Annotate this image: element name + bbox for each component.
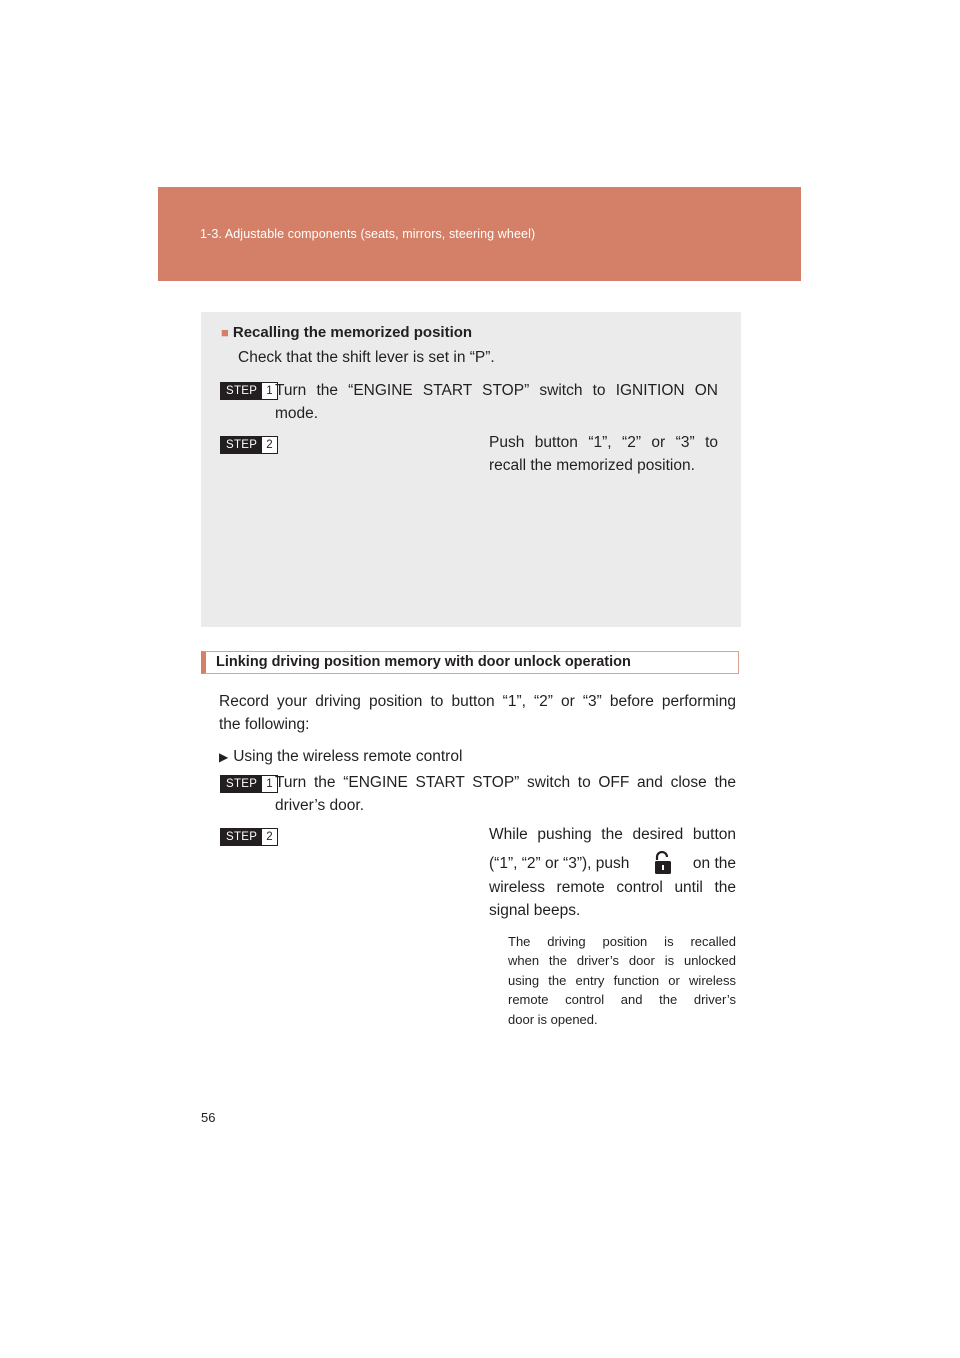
linking-step-2-line-1: While pushing the desired button bbox=[489, 826, 736, 843]
note-line-5: door is opened. bbox=[508, 1012, 598, 1027]
linking-step-2-line-3: wireless remote control until the bbox=[489, 879, 736, 896]
header-band bbox=[158, 187, 801, 281]
bullet-text: Using the wireless remote control bbox=[233, 748, 463, 765]
step-1-badge bbox=[220, 775, 278, 793]
recall-step-1-line-1: Turn the “ENGINE START STOP” switch to IGNITION ON bbox=[275, 382, 718, 399]
recall-heading-text: Recalling the memorized position bbox=[232, 324, 473, 341]
step-number: 1 bbox=[262, 383, 276, 399]
linking-step-2-line-2a: (“1”, “2” or “3”), push bbox=[489, 855, 630, 872]
section-title: 1-3. Adjustable components (seats, mirrors, steering wheel) bbox=[200, 227, 536, 241]
page-number: 56 bbox=[201, 1110, 216, 1125]
step-label: STEP bbox=[221, 776, 262, 792]
recall-panel bbox=[201, 312, 741, 627]
step-number: 2 bbox=[262, 829, 276, 845]
step-2-badge bbox=[220, 436, 278, 454]
linking-section-heading bbox=[201, 651, 739, 674]
recall-step-2-line-2: recall the memorized position. bbox=[489, 457, 695, 474]
square-bullet-icon: ■ bbox=[221, 325, 229, 340]
step-number: 2 bbox=[262, 437, 276, 453]
step-number: 1 bbox=[262, 776, 276, 792]
linking-step-1-line-2: driver’s door. bbox=[275, 797, 365, 814]
linking-step-2-line-4: signal beeps. bbox=[489, 902, 581, 919]
linking-bullet bbox=[219, 745, 462, 769]
step-label: STEP bbox=[221, 437, 262, 453]
arrow-bullet-icon: ▶ bbox=[219, 750, 229, 764]
linking-step-1-line-1: Turn the “ENGINE START STOP” switch to OFF and close the bbox=[275, 774, 736, 791]
note-line-4: remote control and the driver’s bbox=[508, 992, 736, 1007]
step-label: STEP bbox=[221, 383, 262, 399]
recall-step-1-line-2: mode. bbox=[275, 405, 319, 422]
recall-step-2-line-1: Push button “1”, “2” or “3” to bbox=[489, 434, 718, 451]
linking-heading-text: Linking driving position memory with door unlock operation bbox=[216, 654, 631, 670]
recall-heading bbox=[221, 324, 472, 341]
note-line-1: The driving position is recalled bbox=[508, 934, 736, 949]
note-line-2: when the driver’s door is unlocked bbox=[508, 953, 736, 968]
linking-intro-line-2: the following: bbox=[219, 716, 310, 733]
note-line-3: using the entry function or wireless bbox=[508, 973, 736, 988]
recall-note: Check that the shift lever is set in “P”. bbox=[238, 349, 495, 366]
linking-intro-line-1: Record your driving position to button “1”, “2” or “3” before performing bbox=[219, 693, 736, 710]
linking-step-2-line-2b: on the bbox=[692, 855, 736, 872]
step-label: STEP bbox=[221, 829, 262, 845]
step-2-badge bbox=[220, 828, 278, 846]
unlock-icon bbox=[654, 851, 672, 875]
step-1-badge bbox=[220, 382, 278, 400]
